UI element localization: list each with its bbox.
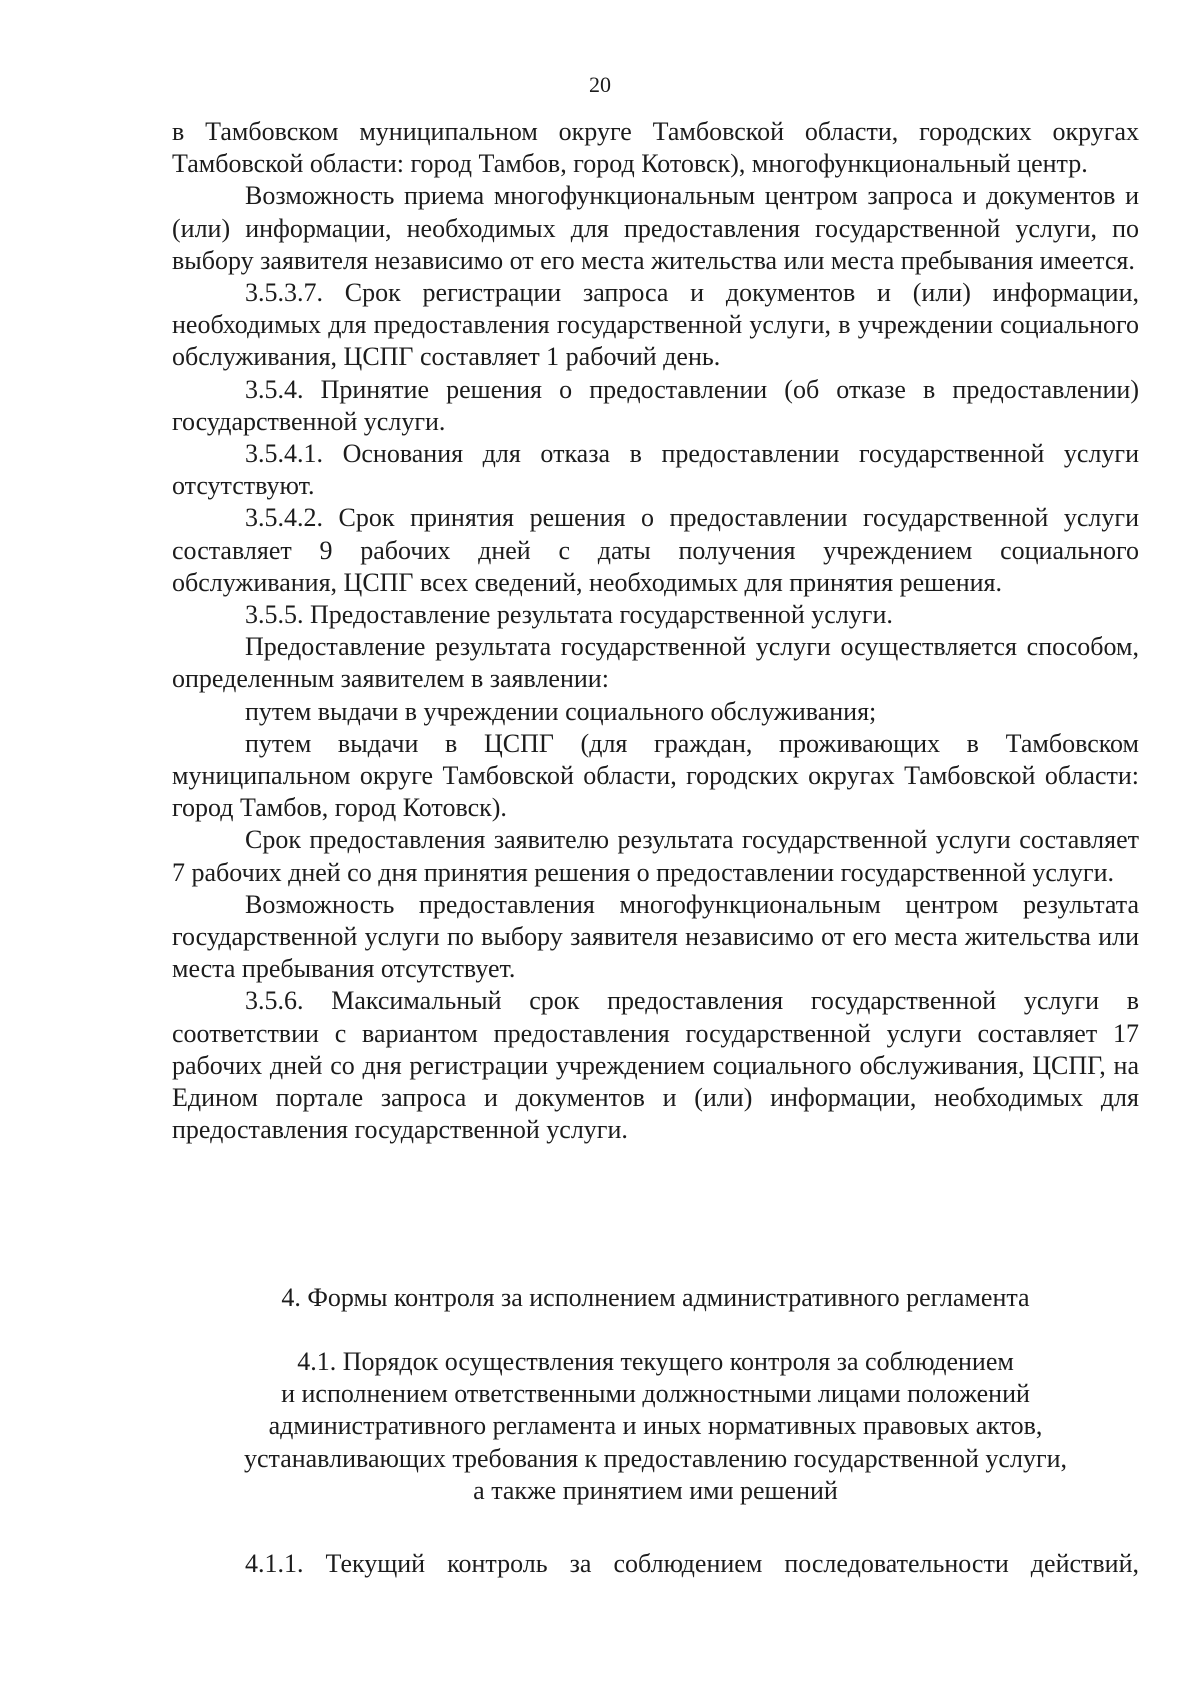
paragraph: Срок предоставления заявителю результата государственной услуги составляет 7 рабочих дней со дня принятия решения о предоставлении государственной услуги. — [172, 825, 1139, 887]
subsection-heading-line: 4.1. Порядок осуществления текущего контроля за соблюдением — [297, 1347, 1014, 1376]
paragraph: в Тамбовском муниципальном округе Тамбовской области, городских округах Тамбовской области: город Тамбов, город Котовск), многофункциональный центр. — [172, 117, 1139, 179]
page-number: 20 — [589, 72, 611, 97]
subsection-heading-line: а также принятием ими решений — [473, 1475, 838, 1505]
paragraph: 3.5.4. Принятие решения о предоставлении (об отказе в предоставлении) государственной услуги. — [172, 374, 1139, 436]
section-heading: 4. Формы контроля за исполнением административного регламента — [281, 1283, 1030, 1312]
paragraph: 3.5.6. Максимальный срок предоставления государственной услуги в соответствии с вариантом предоставления государственной услуги составляет 17 рабочих дней со дня регистрации учреждением социального обслуживания, ЦСПГ, на Едином портале запроса и документов и (или) информации, необходимых для предоставления государственной услуги. — [172, 986, 1139, 1145]
paragraph: путем выдачи в ЦСПГ (для граждан, проживающих в Тамбовском муниципальном округе Тамбовской области, городских округах Тамбовской области: город Тамбов, город Котовск). — [172, 728, 1139, 823]
paragraph: 4.1.1. Текущий контроль за соблюдением последовательности действий, — [245, 1549, 1139, 1578]
subsection-heading-line: и исполнением ответственными должностными лицами положений — [281, 1379, 1030, 1409]
paragraph: 3.5.4.2. Срок принятия решения о предоставлении государственной услуги составляет 9 рабочих дней с даты получения учреждением социального обслуживания, ЦСПГ всех сведений, необходимых для принятия решения. — [172, 503, 1139, 597]
paragraph: 3.5.3.7. Срок регистрации запроса и документов и (или) информации, необходимых для предоставления государственной услуги, в учреждении социального обслуживания, ЦСПГ составляет 1 рабочий день. — [172, 278, 1139, 372]
document-body — [172, 116, 1139, 1147]
paragraph: 3.5.4.1. Основания для отказа в предоставлении государственной услуги отсутствуют. — [172, 439, 1139, 501]
subsection-heading — [172, 1346, 1139, 1507]
paragraph: Возможность приема многофункциональным центром запроса и документов и (или) информации, необходимых для предоставления государственной услуги, по выбору заявителя независимо от его места жительства или места пребывания имеется. — [172, 181, 1139, 275]
subsection-heading-line: административного регламента и иных нормативных правовых актов, — [268, 1411, 1043, 1441]
document-continuation — [172, 1548, 1139, 1580]
subsection-heading-line: устанавливающих требования к предоставлению государственной услуги, — [243, 1443, 1068, 1473]
paragraph: Возможность предоставления многофункциональным центром результата государственной услуги по выбору заявителя независимо от его места жительства или места пребывания отсутствует. — [172, 889, 1139, 984]
paragraph: 3.5.5. Предоставление результата государственной услуги. — [245, 600, 893, 630]
paragraph: Предоставление результата государственной услуги осуществляется способом, определенным заявителем в заявлении: — [172, 632, 1139, 694]
paragraph: путем выдачи в учреждении социального обслуживания; — [245, 696, 877, 726]
